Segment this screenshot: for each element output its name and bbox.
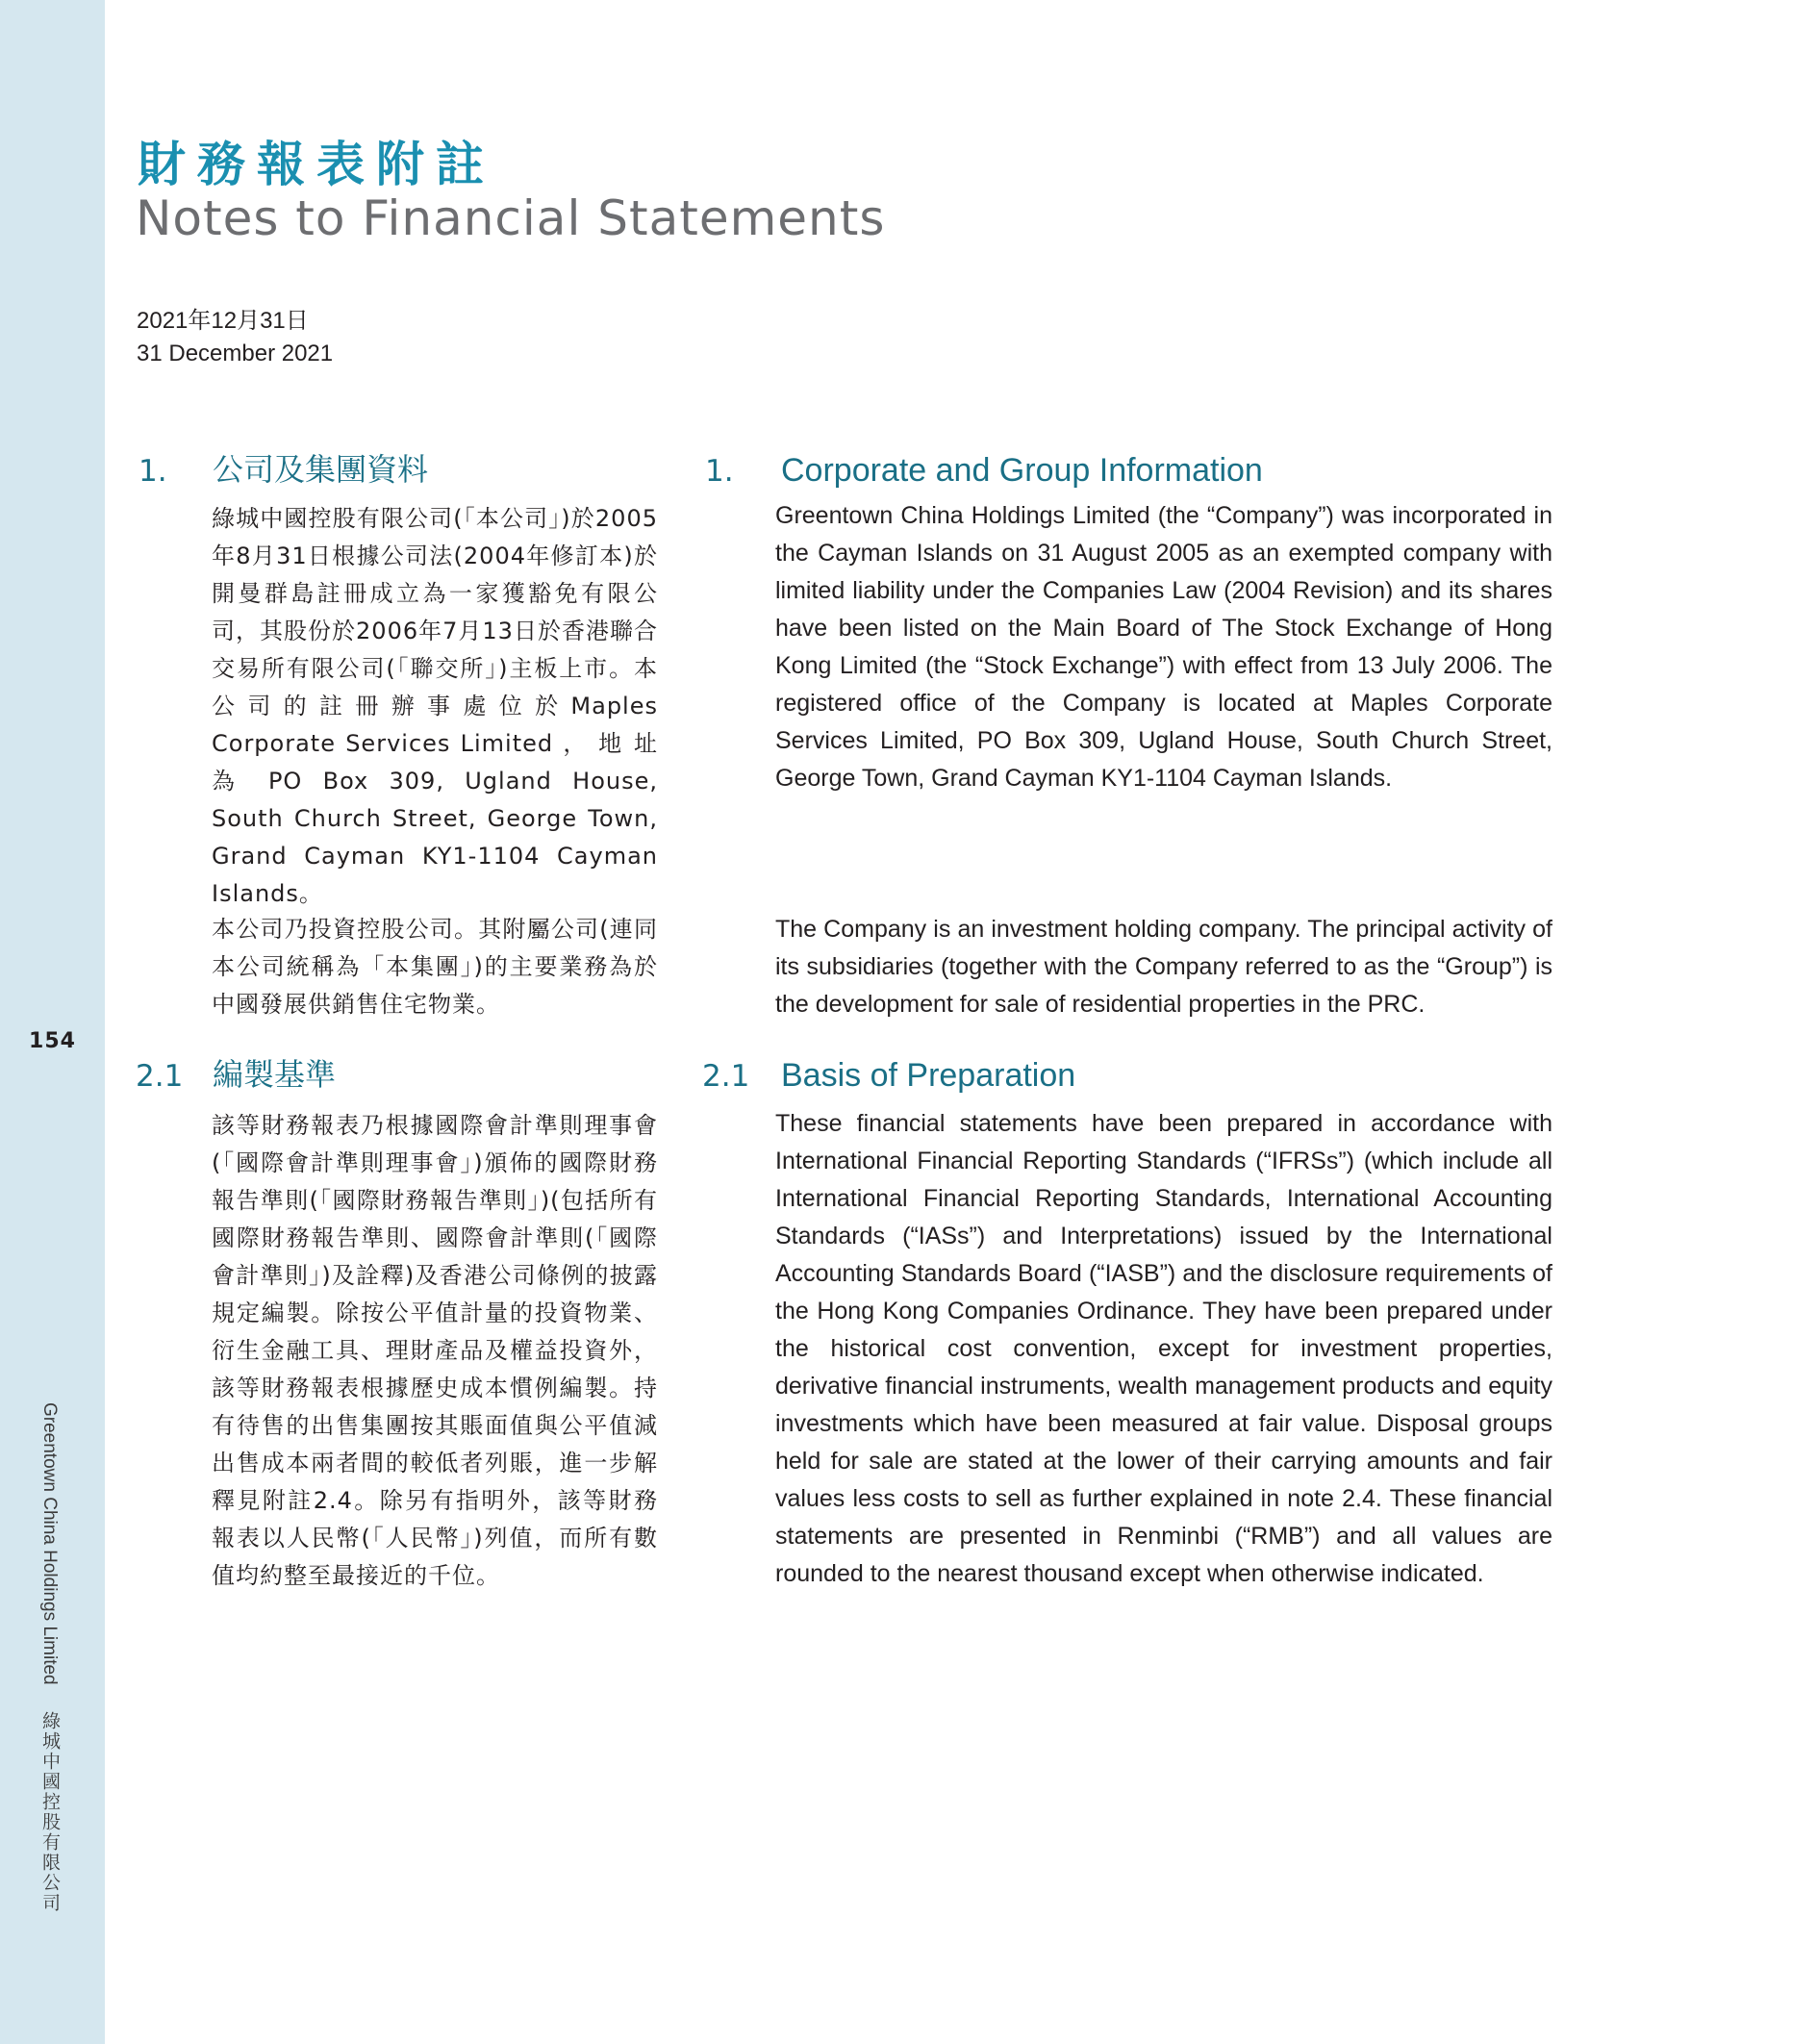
section-2-1-title-en: Basis of Preparation — [781, 1057, 1076, 1094]
section-1-number-cn: 1. — [139, 454, 167, 489]
page-number: 154 — [29, 1029, 76, 1053]
page-title-cn: 財務報表附註 — [138, 136, 495, 192]
sidebar-company-name — [37, 1402, 63, 1913]
section-2-1-number-cn: 2.1 — [136, 1059, 184, 1094]
section-1-paragraph-cn-2: 本公司乃投資控股公司。其附屬公司(連同本公司統稱為「本集團」)的主要業務為於中國發展供銷售住宅物業。 — [212, 916, 658, 1018]
company-name-cn: 綠城中國控股有限公司 — [39, 1710, 60, 1913]
section-2-1-title-cn: 編製基準 — [213, 1056, 337, 1093]
section-1-number-en: 1. — [705, 454, 734, 489]
date-en: 31 December 2021 — [137, 341, 334, 366]
date-cn: 2021年12月31日 — [137, 308, 309, 334]
section-1-paragraph-cn-1: 綠城中國控股有限公司(「本公司」)於2005年8月31日根據公司法(2004年修訂本)於開曼群島註冊成立為一家獲豁免有限公司，其股份於2006年7月13日於香港聯合交易所有限公司(「聯交所」)主板上市。本公司的註冊辦事處位於Maples Corporate Services Limited ， 地 址 為 PO Box 309, Ugland House, South Church Street, George Town, Grand Cayman KY1-1104 Cayman Islands。 — [212, 505, 658, 907]
section-2-1-paragraph-en: These financial statements have been prepared in accordance with International Financial Reporting Standards (“IFRSs”) (which include all International Financial Reporting Standards, International Accounting Standards (“IASs”) and Interpretations) issued by the International Accounting Standards Board (“IASB”) and the disclosure requirements of the Hong Kong Companies Ordinance. They have been prepared under the historical cost convention, except for investment properties, derivative financial instruments, wealth management products and equity investments which have been measured at fair value. Disposal groups held for sale are stated at the lower of their carrying amounts and fair values less costs to sell as further explained in note 2.4. These financial statements are presented in Renminbi (“RMB”) and all values are rounded to the nearest thousand except when otherwise indicated. — [775, 1110, 1552, 1587]
section-1-paragraph-en-2: The Company is an investment holding company. The principal activity of its subsidiaries (together with the Company referred to as the “Group”) is the development for sale of residential properties in the PRC. — [775, 916, 1552, 1018]
section-1-title-cn: 公司及集團資料 — [213, 451, 429, 488]
section-2-1-number-en: 2.1 — [702, 1059, 750, 1094]
section-2-1-paragraph-cn: 該等財務報表乃根據國際會計準則理事會(「國際會計準則理事會」)頒佈的國際財務報告準則(「國際財務報告準則」)(包括所有國際財務報告準則、國際會計準則(「國際會計準則」)及詮釋)及香港公司條例的披露規定編製。除按公平值計量的投資物業、衍生金融工具、理財產品及權益投資外，該等財務報表根據歷史成本慣例編製。持有待售的出售集團按其賬面值與公平值減出售成本兩者間的較低者列賬，進一步解釋見附註2.4。除另有指明外，該等財務報表以人民幣(「人民幣」)列值，而所有數值均約整至最接近的千位。 — [212, 1112, 658, 1589]
section-1-paragraph-en-1: Greentown China Holdings Limited (the “Company”) was incorporated in the Cayman Islands on 31 August 2005 as an exempted company with limited liability under the Companies Law (2004 Revision) and its shares have been listed on the Main Board of The Stock Exchange of Hong Kong Limited (the “Stock Exchange”) with effect from 13 July 2006. The registered office of the Company is located at Maples Corporate Services Limited, PO Box 309, Ugland House, South Church Street, George Town, Grand Cayman KY1-1104 Cayman Islands. — [775, 502, 1552, 792]
company-name-en: Greentown China Holdings Limited — [39, 1402, 60, 1685]
section-1-title-en: Corporate and Group Information — [781, 452, 1263, 489]
page-title-en: Notes to Financial Statements — [136, 190, 886, 246]
